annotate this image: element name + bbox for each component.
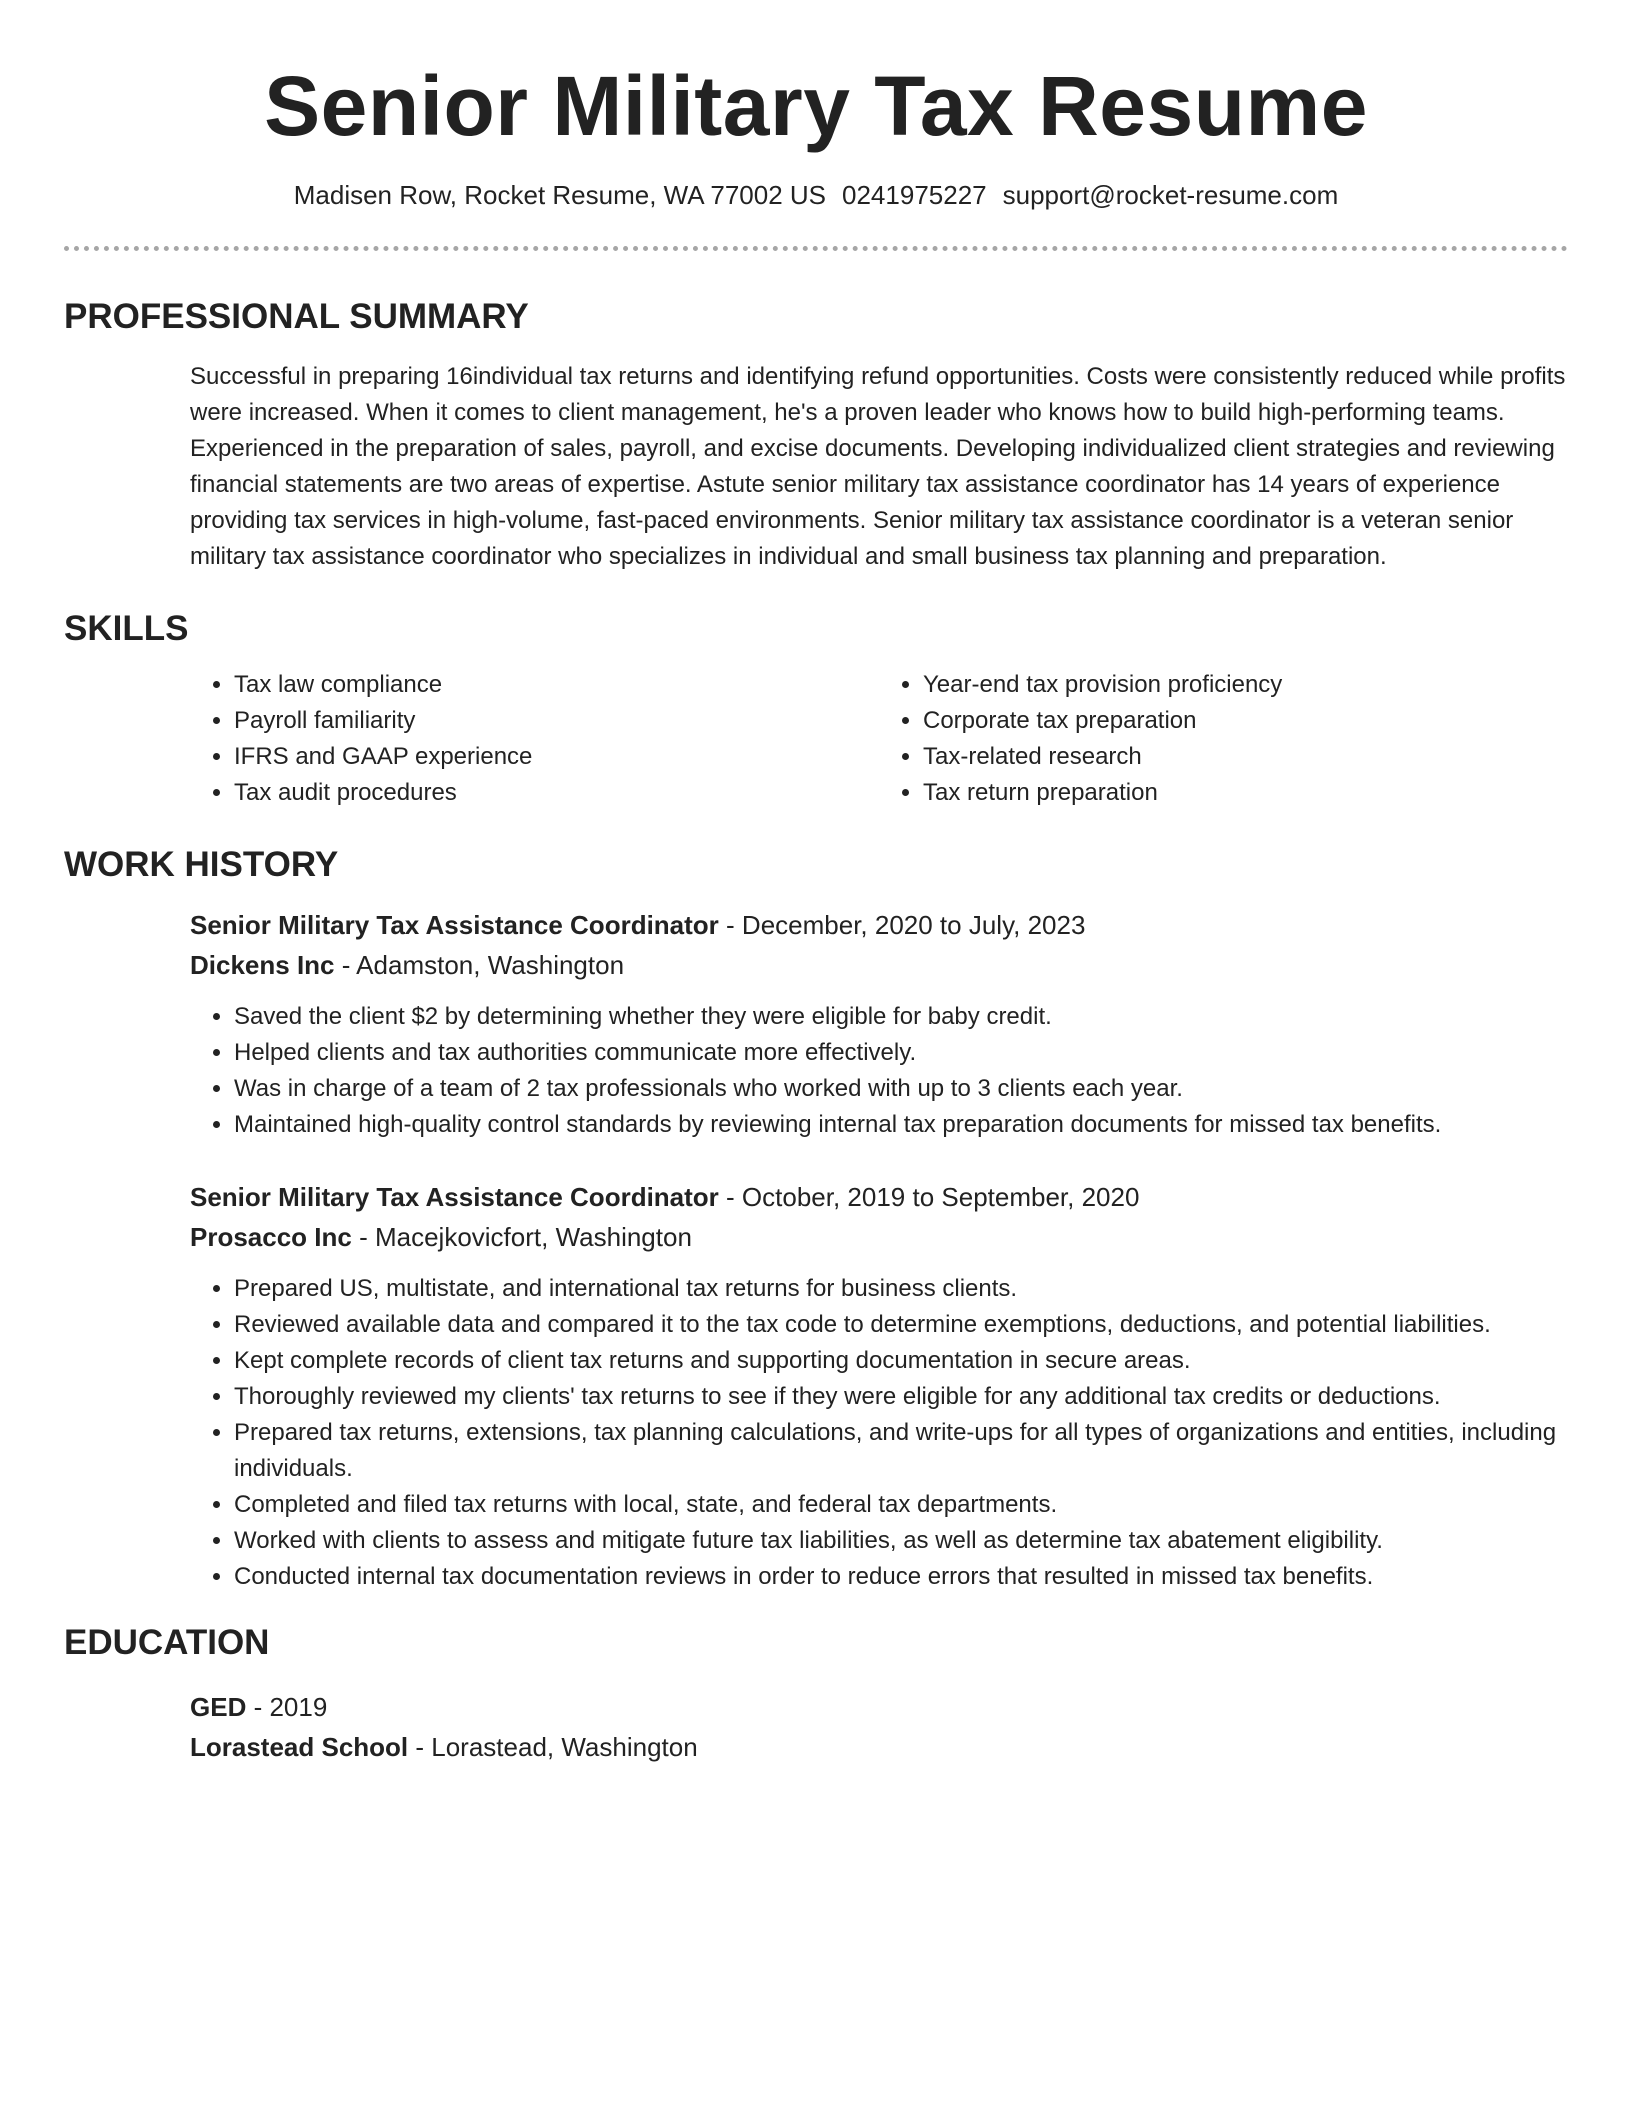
skill-item: • Tax return preparation	[923, 775, 1568, 811]
education-section	[64, 1621, 1568, 1767]
section-title-summary: PROFESSIONAL SUMMARY	[64, 297, 529, 336]
education-entry	[190, 1687, 1568, 1767]
skill-item: • Year-end tax provision proficiency	[923, 667, 1568, 703]
skill-item: • Tax-related research	[923, 739, 1568, 775]
resume-title: Senior Military Tax Resume	[264, 59, 1368, 153]
job-bullet: • Maintained high-quality control standards by reviewing internal tax preparation documents for missed tax benefits.	[234, 1107, 1568, 1143]
skills-section	[64, 607, 1568, 811]
education-degree-line	[190, 1687, 1568, 1727]
job-company: Prosacco Inc	[190, 1222, 352, 1252]
job-bullet: • Prepared US, multistate, and international tax returns for business clients.	[234, 1271, 1568, 1307]
education-location: - Lorastead, Washington	[408, 1732, 698, 1762]
contact-email: support@rocket-resume.com	[1002, 180, 1339, 210]
job-bullet: • Prepared tax returns, extensions, tax planning calculations, and write-ups for all types of organizations and entities, including individuals.	[234, 1415, 1568, 1487]
job-bullet: • Saved the client $2 by determining whether they were eligible for baby credit.	[234, 999, 1568, 1035]
contact-address: Madisen Row, Rocket Resume, WA 77002 US	[293, 180, 827, 210]
contact-line	[64, 178, 1568, 212]
job-role: Senior Military Tax Assistance Coordinator	[190, 910, 719, 940]
job-bullet: • Conducted internal tax documentation reviews in order to reduce errors that resulted in missed tax benefits.	[234, 1559, 1568, 1595]
job-title-line	[190, 905, 1568, 945]
education-school-line	[190, 1727, 1568, 1767]
job-dates: - December, 2020 to July, 2023	[718, 910, 1086, 940]
section-title-education: EDUCATION	[64, 1623, 270, 1662]
skill-item: • Tax audit procedures	[234, 775, 879, 811]
job-bullet: • Kept complete records of client tax returns and supporting documentation in secure areas.	[234, 1343, 1568, 1379]
skill-item: • Corporate tax preparation	[923, 703, 1568, 739]
skills-list-left	[190, 667, 879, 811]
education-degree: GED	[190, 1692, 247, 1722]
job-bullet: • Helped clients and tax authorities communicate more effectively.	[234, 1035, 1568, 1071]
work-history-section	[64, 843, 1568, 1595]
job-location: - Macejkovicfort, Washington	[351, 1222, 692, 1252]
job-entry	[190, 1177, 1568, 1595]
skills-list-right	[879, 667, 1568, 811]
resume-header	[64, 0, 1568, 212]
section-title-work: WORK HISTORY	[64, 845, 339, 884]
job-entry	[190, 905, 1568, 1143]
job-bullet: • Completed and filed tax returns with local, state, and federal tax departments.	[234, 1487, 1568, 1523]
skill-item: • IFRS and GAAP experience	[234, 739, 879, 775]
job-bullet: • Worked with clients to assess and mitigate future tax liabilities, as well as determine tax abatement eligibility.	[234, 1523, 1568, 1559]
job-bullet: • Reviewed available data and compared it to the tax code to determine exemptions, deductions, and potential liabilities.	[234, 1307, 1568, 1343]
job-bullets	[190, 1271, 1568, 1595]
professional-summary-section	[64, 295, 1568, 575]
section-title-skills: SKILLS	[64, 609, 189, 648]
summary-text: Successful in preparing 16individual tax returns and identifying refund opportunities. Costs were consistently reduced while profits were increased. When it comes to client management, he's a proven leader who knows how to build high-performing teams. Experienced in the preparation of sales, payroll, and excise documents. Developing individualized client strategies and reviewing financial statements are two areas of expertise. Astute senior military tax assistance coordinator has 14 years of experience providing tax services in high-volume, fast-paced environments. Senior military tax assistance coordinator is a veteran senior military tax assistance coordinator who specializes in individual and small business tax planning and preparation.	[190, 363, 1566, 570]
skills-grid	[190, 667, 1568, 811]
education-year: - 2019	[246, 1692, 328, 1722]
education-school: Lorastead School	[190, 1732, 409, 1762]
header-divider	[64, 246, 1568, 251]
job-bullet: • Thoroughly reviewed my clients' tax returns to see if they were eligible for any additional tax credits or deductions.	[234, 1379, 1568, 1415]
job-location: - Adamston, Washington	[334, 950, 625, 980]
job-company-line	[190, 945, 1568, 985]
job-role: Senior Military Tax Assistance Coordinator	[190, 1182, 719, 1212]
job-company-line	[190, 1217, 1568, 1257]
job-bullets	[190, 999, 1568, 1143]
job-bullet: • Was in charge of a team of 2 tax professionals who worked with up to 3 clients each year.	[234, 1071, 1568, 1107]
contact-phone: 0241975227	[842, 180, 987, 210]
skill-item: • Tax law compliance	[234, 667, 879, 703]
job-title-line	[190, 1177, 1568, 1217]
skill-item: • Payroll familiarity	[234, 703, 879, 739]
job-dates: - October, 2019 to September, 2020	[718, 1182, 1140, 1212]
job-company: Dickens Inc	[190, 950, 335, 980]
